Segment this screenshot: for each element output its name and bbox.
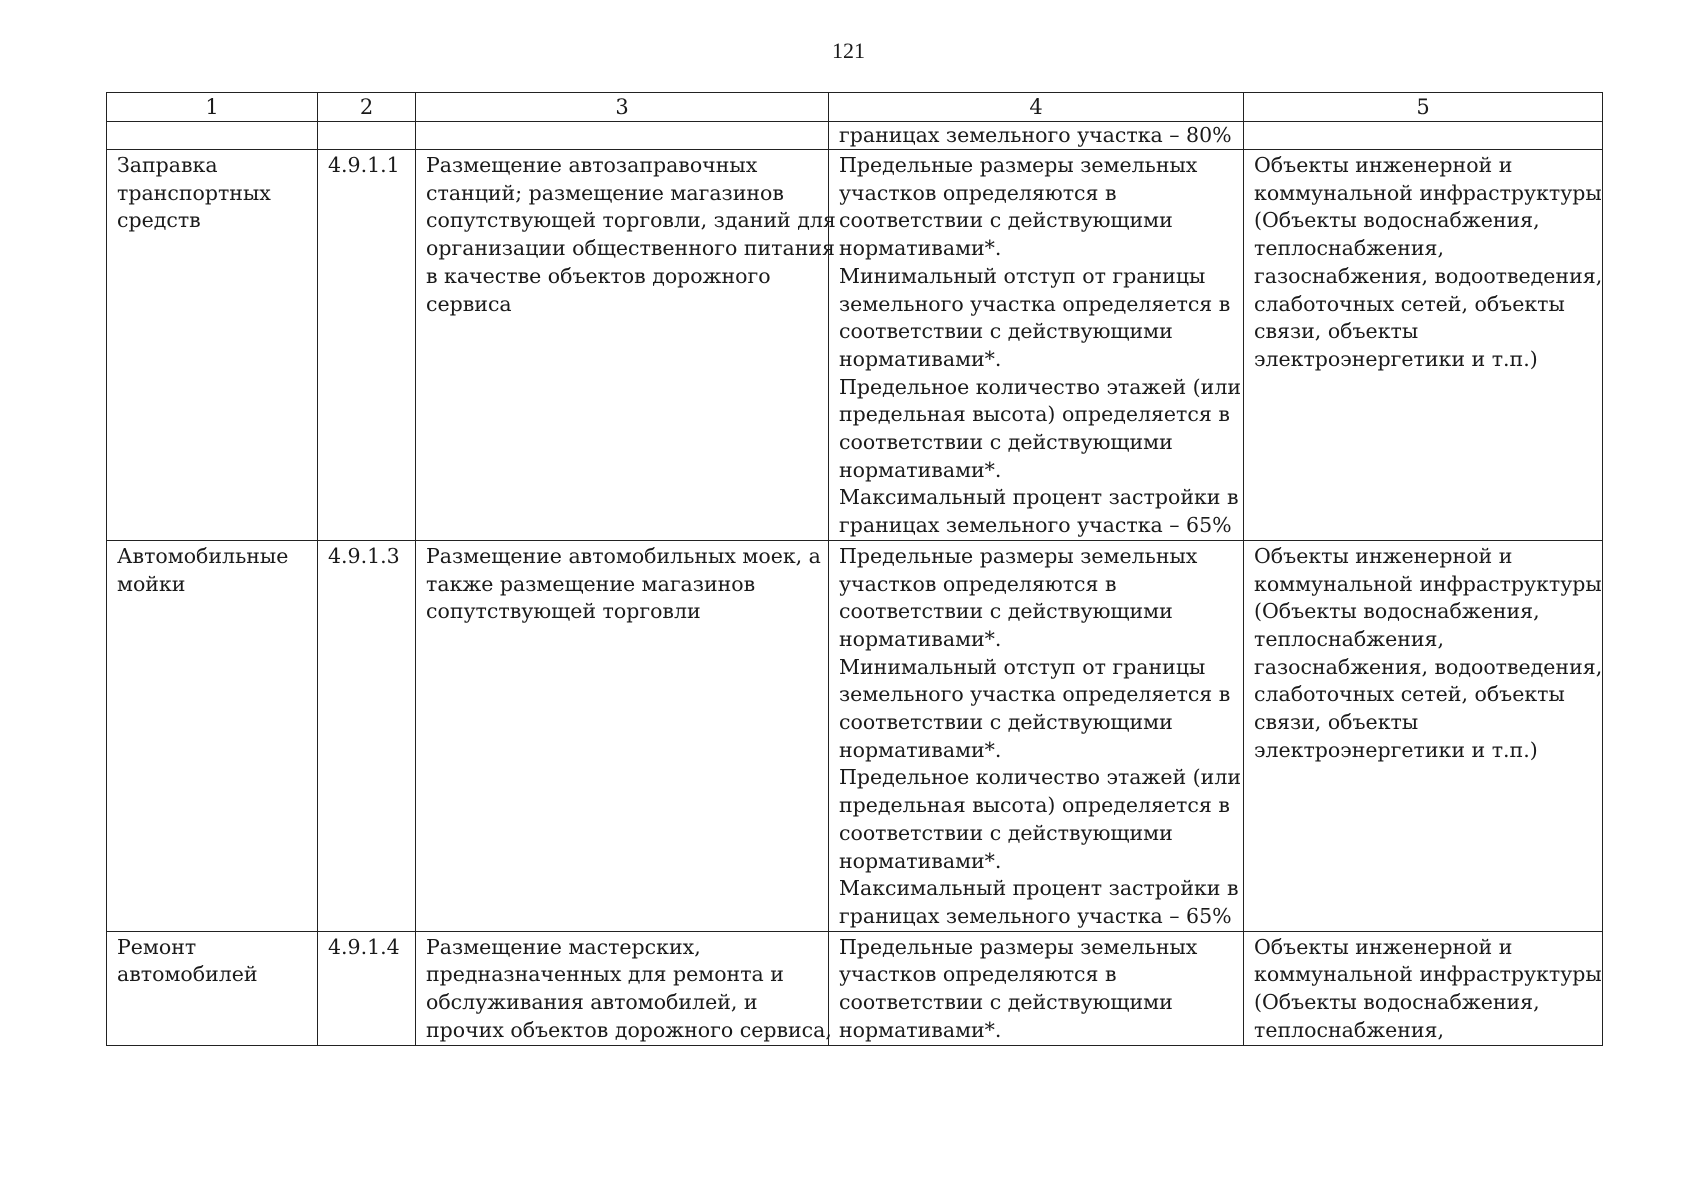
cell-text-line: в качестве объектов дорожного (426, 263, 771, 288)
cell-text-line: Заправка (117, 153, 218, 177)
cell-text-line: соответствии с действующими (839, 208, 1173, 233)
header-col-2: 2 (318, 93, 416, 122)
cell-text-line: Предельное количество этажей (или (839, 374, 1242, 399)
cell-text-line: сопутствующей торговли (426, 599, 701, 624)
cell-text-line: нормативами*. (839, 626, 1002, 651)
header-col-3: 3 (416, 93, 829, 122)
cell-text-line: нормативами*. (839, 848, 1002, 873)
cell-text-line: предельная высота) определяется в (839, 793, 1230, 818)
parameters-cell (829, 931, 1244, 1045)
cell-text-line: участков определяются в (839, 571, 1117, 596)
cell-text-line: 4.9.1.4 (328, 934, 400, 959)
header-col-5: 5 (1244, 93, 1603, 122)
cell-text-line: соответствии с действующими (839, 599, 1173, 624)
land-use-table (106, 92, 1603, 1046)
cell-text-line: Ремонт (117, 934, 197, 959)
cell-text-line: предельная высота) определяется в (839, 402, 1230, 427)
header-row (107, 93, 1603, 122)
table-row (107, 150, 1603, 541)
cell-text-line: (Объекты водоснабжения, (1254, 599, 1540, 624)
cell-text-line: также размещение магазинов (426, 571, 756, 596)
cell-text-line: транспортных (117, 180, 271, 205)
cell-text-line: автомобилей (117, 962, 258, 987)
cont-cell-3 (416, 122, 829, 150)
cell-text-line: Минимальный отступ от границы (839, 654, 1206, 679)
cell-text-line: нормативами*. (839, 236, 1002, 261)
cell-text-line: (Объекты водоснабжения, (1254, 208, 1540, 233)
auxiliary-uses-cell (1244, 931, 1603, 1045)
cell-text-line: теплоснабжения, (1254, 236, 1444, 261)
use-code-cell (318, 540, 416, 931)
cell-text-line: земельного участка определяется в (839, 291, 1231, 316)
cell-text-line: электроэнергетики и т.п.) (1254, 737, 1538, 762)
cell-text-line: средств (117, 208, 201, 233)
cell-text-line: Предельные размеры земельных (839, 153, 1198, 177)
cell-text-line: Автомобильные (117, 543, 289, 568)
cell-text-line: слаботочных сетей, объекты (1254, 291, 1565, 316)
header-col-1: 1 (107, 93, 318, 122)
cell-text-line: Объекты инженерной и (1254, 153, 1513, 177)
cell-text-line: 4.9.1.3 (328, 543, 400, 568)
cell-text-line: обслуживания автомобилей, и (426, 990, 758, 1015)
cell-text-line: коммунальной инфраструктуры (1254, 962, 1602, 987)
cell-text-line: соответствии с действующими (839, 990, 1173, 1015)
auxiliary-uses-cell (1244, 150, 1603, 541)
cell-text-line: связи, объекты (1254, 710, 1419, 735)
cell-text-line: Размещение автомобильных моек, а (426, 543, 821, 568)
cell-text-line: Размещение мастерских, (426, 934, 701, 959)
cell-text-line: нормативами*. (839, 1017, 1002, 1042)
cont-cell-2 (318, 122, 416, 150)
cell-text-line: электроэнергетики и т.п.) (1254, 346, 1538, 371)
cell-text-line: теплоснабжения, (1254, 1017, 1444, 1042)
cell-text-line: коммунальной инфраструктуры (1254, 571, 1602, 596)
cell-text-line: границах земельного участка – 65% (839, 903, 1232, 928)
use-description-cell (416, 931, 832, 1045)
cell-text-line: теплоснабжения, (1254, 626, 1444, 651)
parameters-cell (829, 150, 1244, 541)
auxiliary-uses-cell (1244, 540, 1603, 931)
use-name-cell (107, 150, 318, 541)
cell-text-line: Предельное количество этажей (или (839, 765, 1242, 790)
cell-text-line: станций; размещение магазинов (426, 180, 784, 205)
cell-text-line: 4.9.1.1 (328, 153, 400, 177)
use-description-cell (416, 150, 836, 541)
cell-text-line: земельного участка определяется в (839, 682, 1231, 707)
cell-text-line: Объекты инженерной и (1254, 934, 1513, 959)
cell-text-line: газоснабжения, водоотведения, (1254, 263, 1603, 288)
cell-text-line: участков определяются в (839, 180, 1117, 205)
cell-text-line: мойки (117, 571, 186, 596)
header-col-4: 4 (829, 93, 1244, 122)
cell-text-line: нормативами*. (839, 346, 1002, 371)
continuation-row (107, 122, 1603, 150)
cell-text-line: соответствии с действующими (839, 430, 1173, 455)
cell-text-line: коммунальной инфраструктуры (1254, 180, 1602, 205)
cell-text-line: Предельные размеры земельных (839, 543, 1198, 568)
cell-text-line: нормативами*. (839, 457, 1002, 482)
use-description-cell (416, 540, 829, 931)
cell-text-line: связи, объекты (1254, 319, 1419, 344)
cell-text-line: участков определяются в (839, 962, 1117, 987)
cell-text-line: газоснабжения, водоотведения, (1254, 654, 1603, 679)
cell-text-line: Максимальный процент застройки в (839, 485, 1239, 510)
page-number: 121 (832, 38, 865, 63)
table-row (107, 931, 1603, 1045)
cell-text-line: предназначенных для ремонта и (426, 962, 784, 987)
cell-text-line: организации общественного питания (426, 236, 835, 261)
cell-text-line: соответствии с действующими (839, 319, 1173, 344)
parameters-cell (829, 540, 1244, 931)
cont-cell-4: границах земельного участка – 80% (829, 122, 1244, 150)
use-name-cell (107, 931, 318, 1045)
cell-text-line: прочих объектов дорожного сервиса, (426, 1017, 832, 1042)
cell-text-line: Размещение автозаправочных (426, 153, 758, 177)
cell-text-line: Максимальный процент застройки в (839, 876, 1239, 901)
cell-text-line: Объекты инженерной и (1254, 543, 1513, 568)
cont-cell-5 (1244, 122, 1603, 150)
cell-text-line: нормативами*. (839, 737, 1002, 762)
cell-text-line: соответствии с действующими (839, 820, 1173, 845)
cell-text-line: слаботочных сетей, объекты (1254, 682, 1565, 707)
use-code-cell (318, 931, 416, 1045)
cell-text-line: сервиса (426, 291, 512, 316)
cell-text-line: соответствии с действующими (839, 710, 1173, 735)
cell-text-line: Минимальный отступ от границы (839, 263, 1206, 288)
cell-text-line: Предельные размеры земельных (839, 934, 1198, 959)
cell-text-line: сопутствующей торговли, зданий для (426, 208, 836, 233)
cell-text-line: (Объекты водоснабжения, (1254, 990, 1540, 1015)
table-row (107, 540, 1603, 931)
use-name-cell (107, 540, 318, 931)
cont-cell-1 (107, 122, 318, 150)
use-code-cell (318, 150, 416, 541)
cell-text-line: границах земельного участка – 65% (839, 513, 1232, 538)
